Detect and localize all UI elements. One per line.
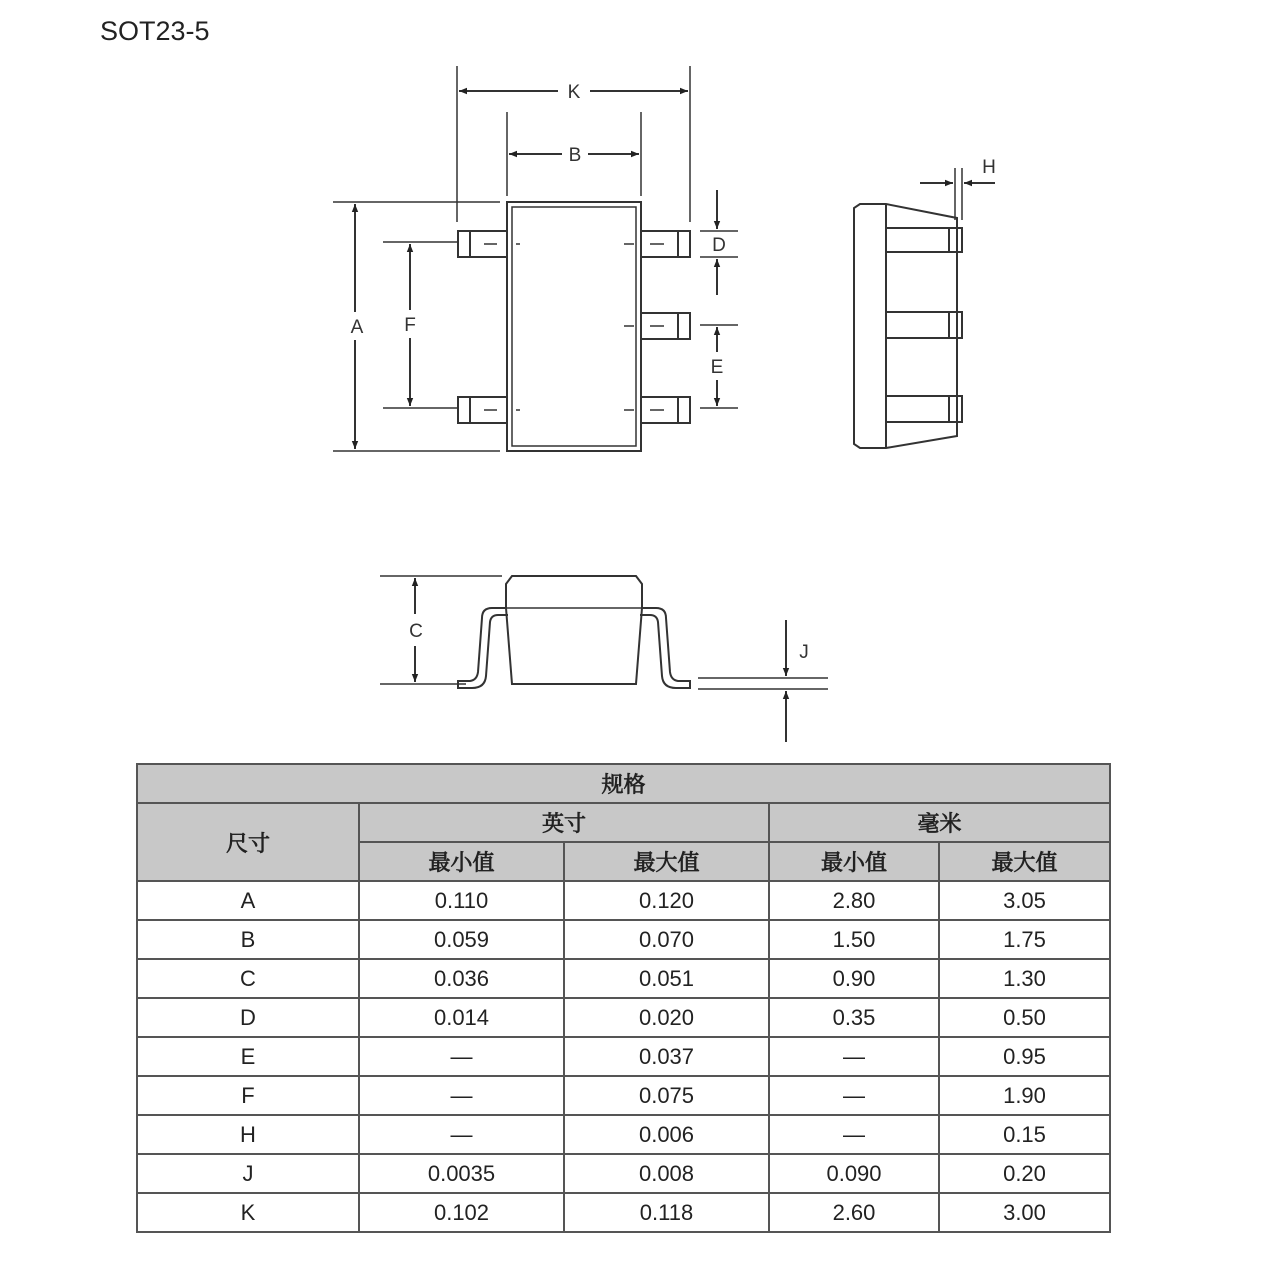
- spec-table-body: [137, 881, 1110, 1232]
- cell-mm-min: 2.60: [769, 1193, 939, 1232]
- mm-max-header: 最大值: [939, 842, 1110, 881]
- inch-min-header: 最小值: [359, 842, 564, 881]
- cell-mm-min: 0.090: [769, 1154, 939, 1193]
- cell-mm-min: —: [769, 1076, 939, 1115]
- table-row: [137, 920, 1110, 959]
- cell-mm-max: 1.90: [939, 1076, 1110, 1115]
- cell-inch-min: —: [359, 1037, 564, 1076]
- cell-inch-max: 0.051: [564, 959, 769, 998]
- cell-inch-max: 0.118: [564, 1193, 769, 1232]
- cell-dim: E: [137, 1037, 359, 1076]
- cell-inch-min: —: [359, 1076, 564, 1115]
- cell-inch-max: 0.020: [564, 998, 769, 1037]
- mm-min-header: 最小值: [769, 842, 939, 881]
- cell-inch-min: 0.110: [359, 881, 564, 920]
- cell-inch-min: 0.059: [359, 920, 564, 959]
- page-title: SOT23-5: [100, 16, 210, 46]
- cell-inch-min: 0.036: [359, 959, 564, 998]
- dim-label-k: K: [567, 82, 581, 103]
- dim-label-d: D: [712, 235, 726, 256]
- cell-mm-min: 2.80: [769, 881, 939, 920]
- cell-dim: H: [137, 1115, 359, 1154]
- top-view: [333, 66, 738, 451]
- table-row: [137, 1037, 1110, 1076]
- cell-mm-min: —: [769, 1115, 939, 1154]
- dim-label-a: A: [350, 317, 364, 338]
- cell-mm-min: 0.90: [769, 959, 939, 998]
- spec-header: 规格: [137, 764, 1110, 803]
- dim-label-f: F: [404, 315, 416, 336]
- cell-mm-min: —: [769, 1037, 939, 1076]
- dim-label-c: C: [409, 621, 423, 642]
- cell-dim: K: [137, 1193, 359, 1232]
- spec-table: [136, 763, 1111, 1233]
- cell-mm-min: 0.35: [769, 998, 939, 1037]
- cell-mm-max: 1.75: [939, 920, 1110, 959]
- cell-inch-max: 0.075: [564, 1076, 769, 1115]
- cell-inch-max: 0.037: [564, 1037, 769, 1076]
- table-row: [137, 1193, 1110, 1232]
- cell-inch-min: 0.0035: [359, 1154, 564, 1193]
- cell-mm-max: 0.95: [939, 1037, 1110, 1076]
- inch-max-header: 最大值: [564, 842, 769, 881]
- cell-inch-min: —: [359, 1115, 564, 1154]
- table-row: [137, 1076, 1110, 1115]
- cell-inch-max: 0.120: [564, 881, 769, 920]
- inch-header: 英寸: [359, 803, 769, 842]
- dim-label-j: J: [799, 642, 809, 663]
- table-row: [137, 1154, 1110, 1193]
- table-row: [137, 881, 1110, 920]
- cell-mm-max: 1.30: [939, 959, 1110, 998]
- cell-mm-min: 1.50: [769, 920, 939, 959]
- cell-dim: F: [137, 1076, 359, 1115]
- dimension-header: 尺寸: [137, 803, 359, 881]
- cell-inch-max: 0.008: [564, 1154, 769, 1193]
- cell-inch-max: 0.006: [564, 1115, 769, 1154]
- cell-mm-max: 3.00: [939, 1193, 1110, 1232]
- table-row: [137, 1115, 1110, 1154]
- cell-inch-min: 0.102: [359, 1193, 564, 1232]
- side-view: [854, 168, 995, 448]
- table-row: [137, 998, 1110, 1037]
- mm-header: 毫米: [769, 803, 1110, 842]
- cell-inch-max: 0.070: [564, 920, 769, 959]
- dim-label-b: B: [568, 145, 582, 166]
- cell-dim: B: [137, 920, 359, 959]
- table-row: [137, 959, 1110, 998]
- cell-dim: A: [137, 881, 359, 920]
- dim-label-e: E: [710, 357, 724, 378]
- front-view: [380, 576, 828, 742]
- cell-dim: C: [137, 959, 359, 998]
- cell-dim: J: [137, 1154, 359, 1193]
- cell-mm-max: 0.20: [939, 1154, 1110, 1193]
- cell-inch-min: 0.014: [359, 998, 564, 1037]
- cell-mm-max: 0.50: [939, 998, 1110, 1037]
- cell-dim: D: [137, 998, 359, 1037]
- cell-mm-max: 3.05: [939, 881, 1110, 920]
- cell-mm-max: 0.15: [939, 1115, 1110, 1154]
- dim-label-h: H: [982, 157, 996, 178]
